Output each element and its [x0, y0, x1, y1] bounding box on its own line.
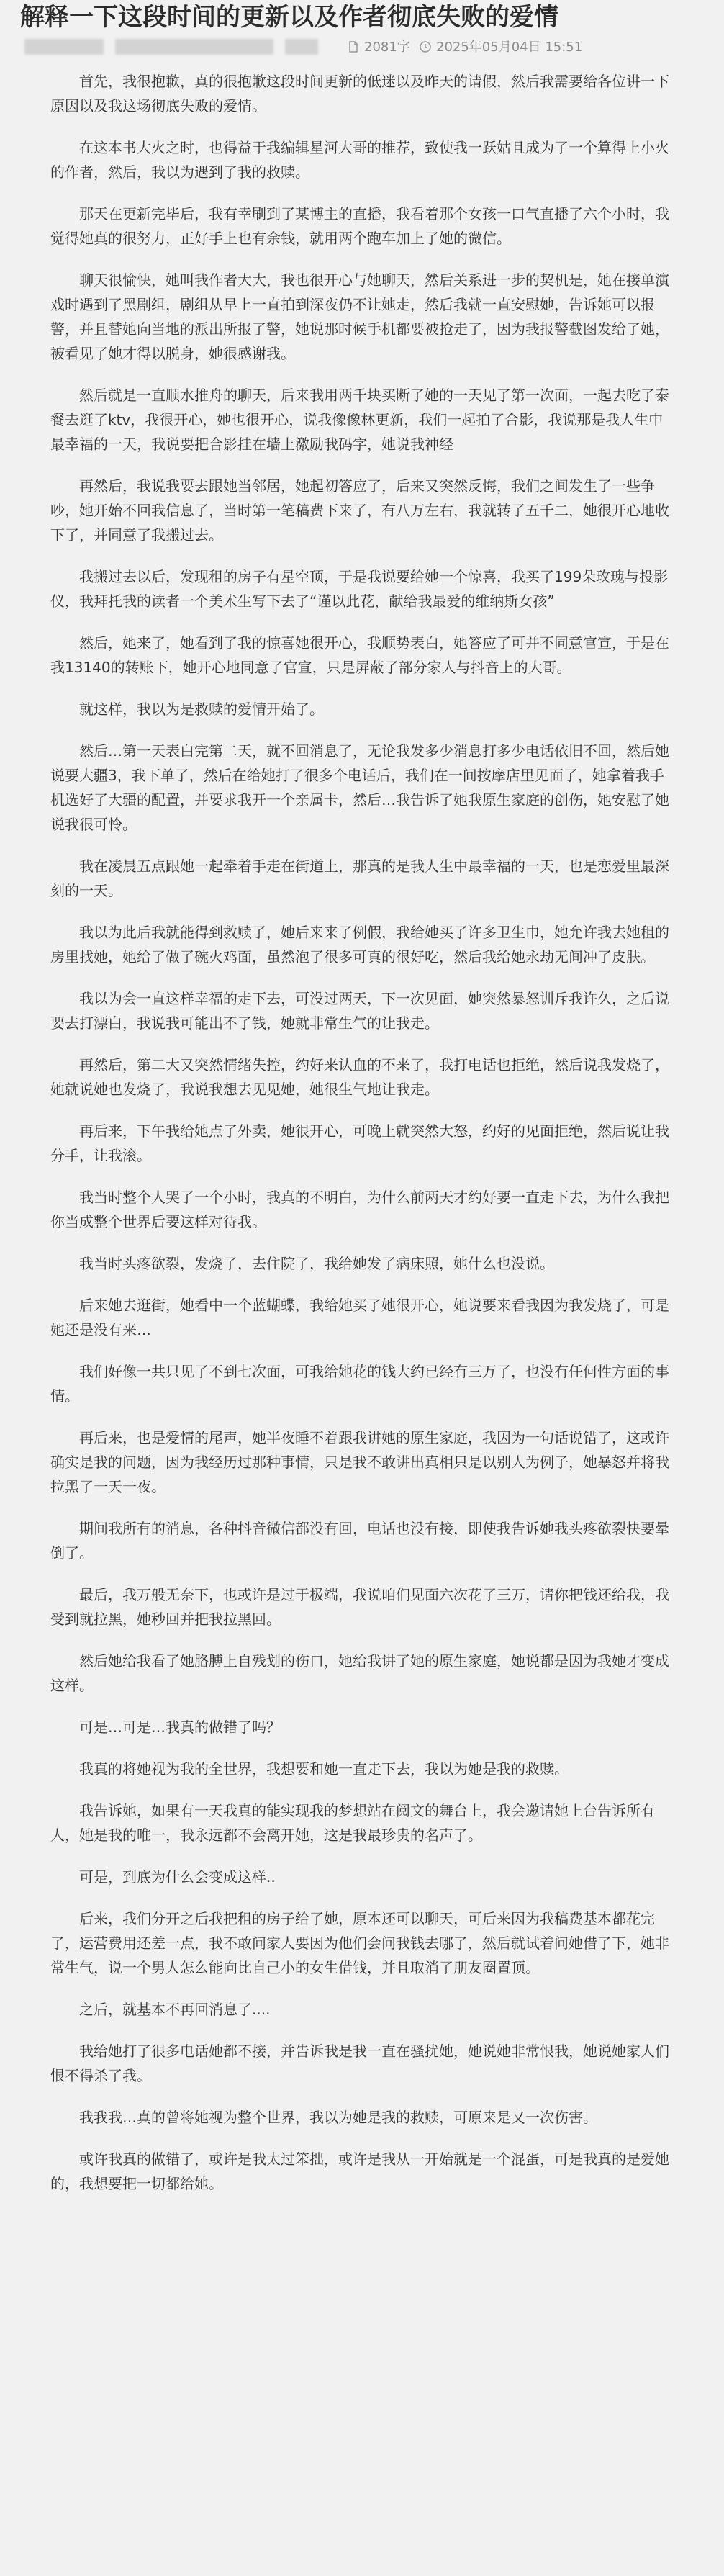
- article-paragraph: 之后，就基本不再回消息了....: [79, 2001, 271, 2018]
- article-paragraph: 然后…第一天表白完第二天，就不回消息了，无论我发多少消息打多少电话依旧不回，然后她说要大疆3，我下单了，然后在给她打了很多个电话后，我们在一间按摩店里见面了，她拿着我手机选好了大疆的配置，并要求我开一个亲属卡，然后…我告诉了她我原生家庭的创伤，她安慰了她说我很可怜。: [50, 742, 669, 833]
- article-paragraph: 期间我所有的消息，各种抖音微信都没有回，电话也没有接，即使我告诉她我头疼欲裂快要晕倒了。: [50, 1520, 669, 1562]
- article-paragraph: 就这样，我以为是救赎的爱情开始了。: [79, 701, 324, 718]
- article-paragraph: 再后来，也是爱情的尾声，她半夜睡不着跟我讲她的原生家庭，我因为一句话说错了，这或许确实是我的问题，因为我经历过那种事情，只是我不敢讲出真相只是以别人为例子，她暴怒并将我拉黑了一天一夜。: [50, 1429, 669, 1495]
- article-paragraph: 可是…可是…我真的做错了吗？: [79, 1719, 281, 1736]
- article-paragraph: 再然后，我说我要去跟她当邻居，她起初答应了，后来又突然反悔，我们之间发生了一些争吵，她开始不回我信息了，当时第一笔稿费下来了，有八万左右，我就转了五千二，她很开心地收下了，并同意了我搬过去。: [50, 477, 669, 544]
- document-icon: [347, 40, 360, 53]
- article-paragraph: 我我我…真的曾将她视为整个世界，我以为她是我的救赎，可原来是又一次伤害。: [79, 2109, 597, 2126]
- author-badge-redacted: [285, 39, 318, 55]
- article-body: [50, 69, 677, 2213]
- word-count-text: 2081字: [364, 40, 410, 55]
- article-paragraph: 我当时头疼欲裂，发烧了，去住院了，我给她发了病床照，她什么也没说。: [79, 1255, 554, 1272]
- author-handle-redacted: [115, 39, 273, 55]
- article-paragraph: 我以为会一直这样幸福的走下去，可没过两天，下一次见面，她突然暴怒训斥我许久，之后说要去打漂白，我说我可能出不了钱，她就非常生气的让我走。: [50, 990, 669, 1032]
- article-paragraph: 我当时整个人哭了一个小时，我真的不明白，为什么前两天才约好要一直走下去，为什么我把你当成整个世界后要这样对待我。: [50, 1189, 669, 1230]
- article-paragraph: 我以为此后我就能得到救赎了，她后来来了例假，我给她买了许多卫生巾，她允许我去她租的房里找她，她给了做了碗火鸡面，虽然泡了很多可真的很好吃，然后我给她永劫无间冲了皮肤。: [50, 924, 669, 965]
- article-paragraph: 然后她给我看了她胳膊上自残划的伤口，她给我讲了她的原生家庭，她说都是因为我她才变成这样。: [50, 1652, 669, 1694]
- article-paragraph: 在这本书大火之时，也得益于我编辑星河大哥的推荐，致使我一跃姑且成为了一个算得上小火的作者，然后，我以为遇到了我的救赎。: [50, 139, 669, 181]
- publish-date-text: 2025年05月04日 15:51: [436, 40, 583, 55]
- article-paragraph: 再然后，第二大又突然情绪失控，约好来认血的不来了，我打电话也拒绝，然后说我发烧了，她就说她也发烧了，我说我想去见见她，她很生气地让我走。: [50, 1056, 669, 1098]
- article-paragraph: 然后就是一直顺水推舟的聊天，后来我用两千块买断了她的一天见了第一次面，一起去吃了泰餐去逛了ktv，我很开心，她也很开心，说我像像林更新，我们一起拍了合影，我说那是我人生中最幸福的一天，我说要把合影挂在墙上激励我码字，她说我神经: [50, 387, 669, 453]
- clock-icon: [419, 40, 432, 53]
- word-count: [347, 39, 410, 56]
- author-name-redacted: [24, 39, 104, 55]
- article-paragraph: 我真的将她视为我的全世界，我想要和她一直走下去，我以为她是我的救赎。: [79, 1760, 569, 1778]
- article-paragraph: 后来她去逛街，她看中一个蓝蝴蝶，我给她买了她很开心，她说要来看我因为我发烧了，可是她还是没有来…: [50, 1297, 669, 1338]
- article-paragraph: 或许我真的做错了，或许是我太过笨拙，或许是我从一开始就是一个混蛋，可是我真的是爱她的，我想要把一切都给她。: [50, 2151, 669, 2192]
- article-paragraph: 我告诉她，如果有一天我真的能实现我的梦想站在阅文的舞台上，我会邀请她上台告诉所有人，她是我的唯一，我永远都不会离开她，这是我最珍贵的名声了。: [50, 1802, 655, 1844]
- article-paragraph: 最后，我万般无奈下，也或许是过于极端，我说咱们见面六次花了三万，请你把钱还给我，我受到就拉黑，她秒回并把我拉黑回。: [50, 1586, 669, 1628]
- article-paragraph: 我在凌晨五点跟她一起牵着手走在街道上，那真的是我人生中最幸福的一天，也是恋爱里最深刻的一天。: [50, 857, 669, 899]
- article-title: 解释一下这段时间的更新以及作者彻底失败的爱情: [20, 3, 558, 32]
- article-paragraph: 再后来，下午我给她点了外卖，她很开心，可晚上就突然大怒，约好的见面拒绝，然后说让我分手，让我滚。: [50, 1122, 669, 1164]
- article-paragraph: 我给她打了很多电话她都不接，并告诉我是我一直在骚扰她，她说她非常恨我，她说她家人们恨不得杀了我。: [50, 2043, 669, 2084]
- article-paragraph: 我搬过去以后，发现租的房子有星空顶，于是我说要给她一个惊喜，我买了199朵玫瑰与投影仪，我拜托我的读者一个美术生写下去了“谨以此花，献给我最爱的维纳斯女孩”: [50, 568, 669, 610]
- article-paragraph: 然后，她来了，她看到了我的惊喜她很开心，我顺势表白，她答应了可并不同意官宣，于是在我13140的转账下，她开心地同意了官宣，只是屏蔽了部分家人与抖音上的大哥。: [50, 634, 669, 676]
- article-paragraph: 那天在更新完毕后，我有幸刷到了某博主的直播，我看着那个女孩一口气直播了六个小时，我觉得她真的很努力，正好手上也有余钱，就用两个跑车加上了她的微信。: [50, 205, 669, 247]
- article-header: [20, 0, 704, 66]
- article-meta: [20, 37, 704, 60]
- article-paragraph: 后来，我们分开之后我把租的房子给了她，原本还可以聊天，可后来因为我稿费基本都花完了，运营费用还差一点，我不敢问家人要因为他们会问我钱去哪了，然后就试着问她借了下，她非常生气，说一个男人怎么能向比自己小的女生借钱，并且取消了朋友圈置顶。: [50, 1910, 669, 1976]
- article-paragraph: 我们好像一共只见了不到七次面，可我给她花的钱大约已经有三万了，也没有任何性方面的事情。: [50, 1363, 669, 1405]
- article-paragraph: 聊天很愉快，她叫我作者大大，我也很开心与她聊天，然后关系进一步的契机是，她在接单演戏时遇到了黑剧组，剧组从早上一直拍到深夜仍不让她走，然后我就一直安慰她，告诉她可以报警，并且替她向当地的派出所报了警，她说那时候手机都要被抢走了，因为我报警截图发给了她，被看见了她才得以脱身，她很感谢我。: [50, 271, 669, 362]
- article-paragraph: 可是，到底为什么会变成这样..: [79, 1868, 276, 1886]
- publish-date: [419, 39, 582, 56]
- article-paragraph: 首先，我很抱歉，真的很抱歉这段时间更新的低迷以及昨天的请假，然后我需要给各位讲一下原因以及我这场彻底失败的爱情。: [50, 73, 669, 114]
